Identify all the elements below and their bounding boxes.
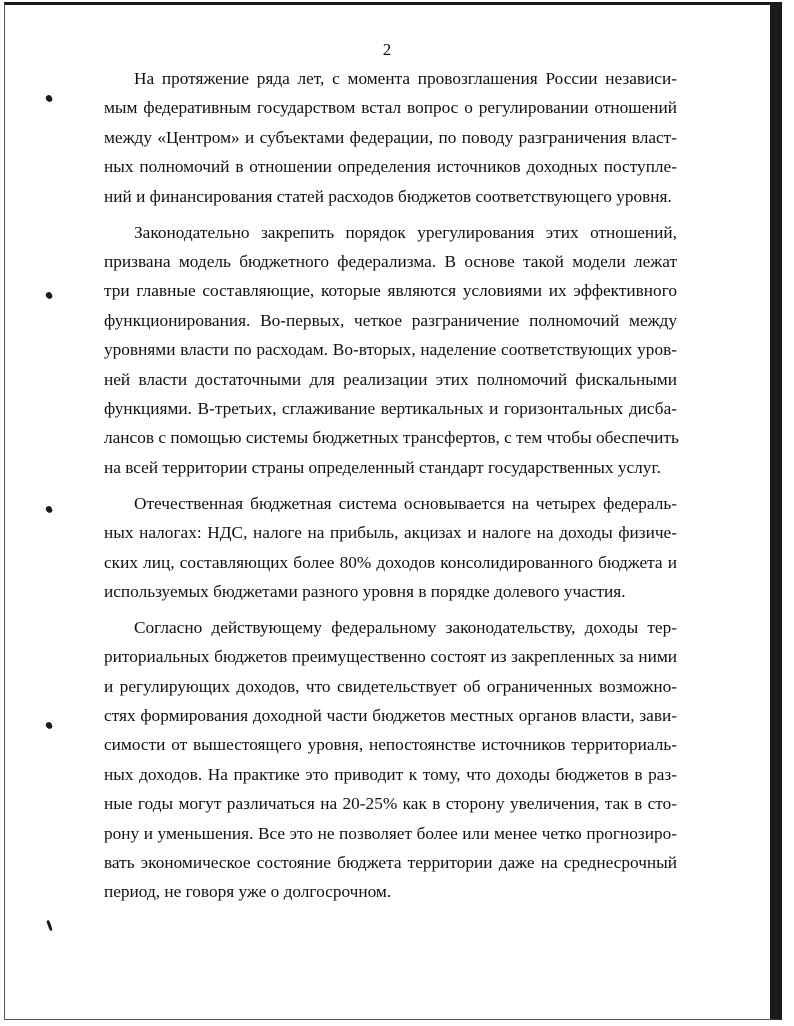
text-line: вать экономическое состояние бюджета территории даже на среднесрочный — [104, 853, 677, 873]
text-line: стях формирования доходной части бюджетов местных органов власти, зави- — [104, 706, 677, 726]
text-line: риториальных бюджетов преимущественно состоят из закрепленных за ними — [104, 647, 677, 667]
text-line: период, не говоря уже о долгосрочном. — [104, 882, 392, 902]
text-line: функционирования. Во-первых, четкое разграничение полномочий между — [104, 310, 677, 330]
text-line: ных доходов. На практике это приводит к тому, что доходы бюджетов в раз- — [104, 764, 677, 784]
document-body — [104, 64, 677, 913]
text-line: ний и финансирования статей расходов бюджетов соответствующего уровня. — [104, 186, 672, 206]
paragraph — [104, 64, 677, 211]
text-line: ных налогах: НДС, налоге на прибыль, акцизах и налоге на доходы физиче- — [104, 523, 677, 543]
text-line: используемых бюджетами разного уровня в порядке долевого участия. — [104, 581, 626, 601]
text-line: призвана модель бюджетного федерализма. В основе такой модели лежат — [104, 251, 677, 271]
text-line: симости от вышестоящего уровня, непостоянстве источников территориаль- — [104, 735, 677, 755]
text-line: ные годы могут различаться на 20-25% как в сторону увеличения, так в сто- — [104, 794, 677, 814]
text-line: три главные составляющие, которые являются условиями их эффективного — [104, 281, 677, 301]
text-line: ней власти достаточными для реализации этих полномочий фискальными — [104, 369, 677, 389]
text-line: Согласно действующему федеральному законодательству, доходы тер- — [134, 617, 677, 637]
text-line: мым федеративным государством встал вопрос о регулировании отношений — [104, 98, 677, 118]
text-line: ных полномочий в отношении определения источников доходных поступле- — [104, 157, 677, 177]
text-line: лансов с помощью системы бюджетных трансфертов, с тем чтобы обеспечить — [104, 428, 679, 448]
paragraph — [104, 613, 677, 907]
text-line: на всей территории страны определенный стандарт государственных услуг. — [104, 457, 661, 477]
text-line: уровнями власти по расходам. Во-вторых, наделение соответствующих уров- — [104, 340, 677, 360]
page-number: 2 — [382, 40, 392, 59]
text-line: функциями. В-третьих, сглаживание вертикальных и горизонтальных дисба- — [104, 398, 677, 418]
paragraph — [104, 218, 677, 483]
text-line: Отечественная бюджетная система основывается на четырех федераль- — [134, 493, 677, 513]
text-line: рону и уменьшения. Все это не позволяет более или менее четко прогнозиро- — [104, 823, 677, 843]
paragraph — [104, 489, 677, 607]
text-line: На протяжение ряда лет, с момента провозглашения России независи- — [134, 69, 677, 88]
text-line: между «Центром» и субъектами федерации, по поводу разграничения власт- — [104, 127, 677, 147]
text-line: Законодательно закрепить порядок урегулирования этих отношений, — [134, 222, 677, 242]
text-line: ских лиц, составляющих более 80% доходов консолидированного бюджета и — [104, 552, 677, 572]
text-line: и регулирующих доходов, что свидетельствует об ограниченных возможно- — [104, 676, 677, 696]
